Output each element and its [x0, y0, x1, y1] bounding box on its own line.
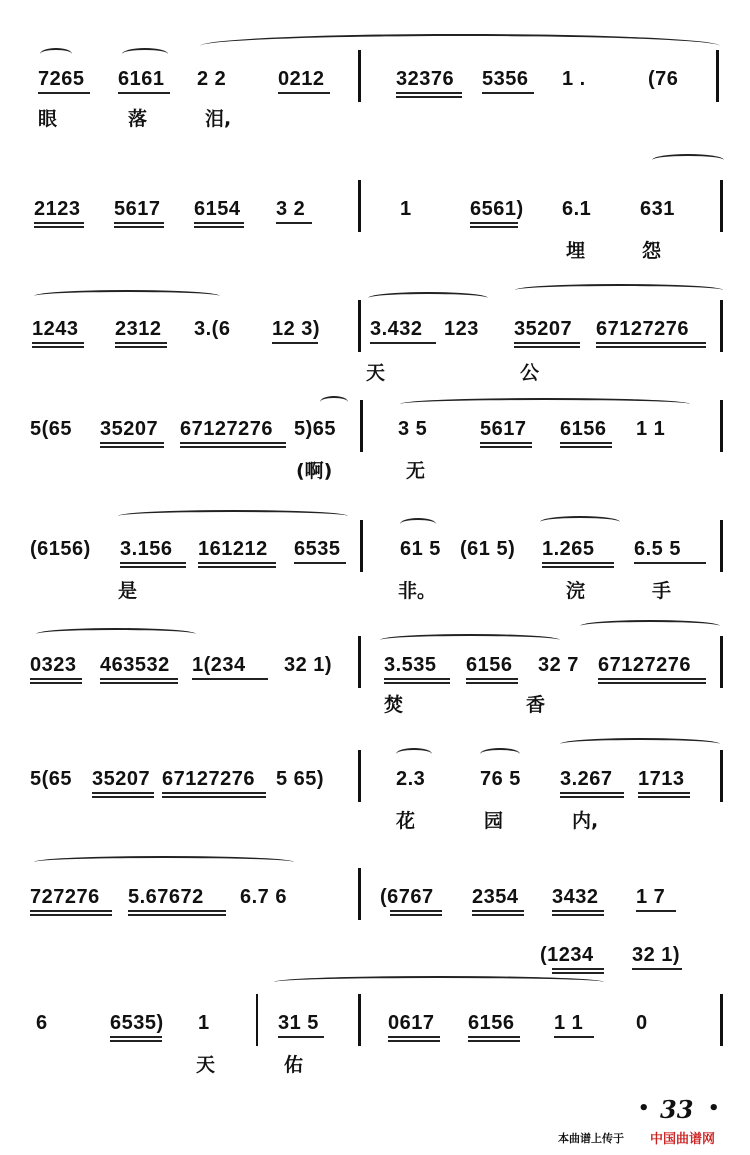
lyric: 是 [118, 580, 138, 602]
slur [400, 518, 436, 530]
note-group: (76 [648, 68, 679, 90]
underline [198, 566, 276, 568]
underline [100, 446, 164, 448]
underline [100, 678, 178, 680]
slur [368, 292, 488, 304]
note-group: 3.535 [384, 654, 437, 676]
underline [100, 442, 164, 444]
slur [122, 48, 168, 60]
note-group: 6156 [560, 418, 607, 440]
slur [34, 290, 220, 302]
note-group: 7265 [38, 68, 85, 90]
bar-line [720, 300, 723, 352]
note-group: 2354 [472, 886, 519, 908]
note-group: 0212 [278, 68, 325, 90]
note-group: 0 [636, 1012, 648, 1034]
underline [468, 1036, 520, 1038]
underline [120, 566, 186, 568]
underline [30, 914, 112, 916]
underline [114, 226, 164, 228]
underline [632, 968, 682, 970]
underline [638, 796, 690, 798]
lyric: 眼 [38, 108, 58, 130]
note-group: 0323 [30, 654, 77, 676]
note-group: 1 [400, 198, 412, 220]
slur [396, 748, 432, 760]
underline [466, 682, 518, 684]
underline [552, 914, 604, 916]
underline [118, 92, 170, 94]
note-group: 3 2 [276, 198, 306, 220]
note-group: 6535 [294, 538, 341, 560]
lyric: 天 [366, 362, 386, 384]
lyric: 园 [484, 810, 504, 832]
bar-line [716, 50, 719, 102]
note-group: 5)65 [294, 418, 337, 440]
underline [598, 678, 706, 680]
underline [388, 1036, 440, 1038]
score-line-1 [0, 68, 750, 168]
note-group: 5(65 [30, 768, 73, 790]
lyric: 香 [526, 694, 546, 716]
slur [320, 396, 348, 408]
lyric: 无 [406, 460, 426, 482]
slur [36, 628, 196, 640]
bar-line [360, 400, 363, 452]
slur [480, 748, 520, 760]
lyric: 手 [652, 580, 672, 602]
slur [118, 510, 348, 522]
underline [514, 342, 580, 344]
upload-note: 本曲谱上传于 [558, 1132, 624, 1145]
note-group: 6156 [468, 1012, 515, 1034]
slur [580, 620, 720, 632]
note-group: 32376 [396, 68, 455, 90]
note-group: 3 5 [398, 418, 428, 440]
underline [114, 222, 164, 224]
decoration-mark: • [638, 1098, 650, 1119]
underline [552, 968, 604, 970]
underline [110, 1036, 162, 1038]
note-group: 6.7 6 [240, 886, 287, 908]
bar-line [358, 750, 361, 802]
note-group: 631 [640, 198, 675, 220]
note-group: 32 1) [284, 654, 333, 676]
note-group: (1234 [540, 944, 594, 966]
note-group: 2123 [34, 198, 81, 220]
slur [560, 738, 720, 750]
note-group: 6154 [194, 198, 241, 220]
note-group: 67127276 [598, 654, 691, 676]
underline [384, 678, 450, 680]
underline [30, 910, 112, 912]
underline [634, 562, 706, 564]
underline [560, 442, 612, 444]
note-group: 6535) [110, 1012, 164, 1034]
underline [396, 96, 462, 98]
lyric: 怨 [642, 240, 662, 262]
underline [542, 562, 614, 564]
lyric: (啊) [296, 460, 333, 482]
note-group: 67127276 [180, 418, 273, 440]
note-group: 3432 [552, 886, 599, 908]
bar-line [358, 994, 361, 1046]
underline [472, 914, 524, 916]
underline [390, 910, 442, 912]
underline [396, 92, 462, 94]
underline [636, 910, 676, 912]
lyric: 内, [572, 810, 599, 832]
score-line-9 [0, 1012, 750, 1112]
slur [34, 856, 294, 868]
note-group: 2 2 [197, 68, 227, 90]
decoration-mark: • [708, 1098, 720, 1119]
score-line-7 [0, 768, 750, 868]
underline [128, 914, 226, 916]
note-group: 35207 [100, 418, 159, 440]
underline [370, 342, 436, 344]
note-group: 727276 [30, 886, 100, 908]
underline [472, 910, 524, 912]
note-group: 5.67672 [128, 886, 204, 908]
note-group: 32 7 [538, 654, 579, 676]
note-group: 32 1) [632, 944, 681, 966]
bar-line [360, 520, 363, 572]
underline [278, 1036, 324, 1038]
underline [542, 566, 614, 568]
underline [552, 972, 604, 974]
note-group: 5617 [114, 198, 161, 220]
underline [34, 222, 84, 224]
underline [100, 682, 178, 684]
slur [274, 976, 604, 988]
underline [468, 1040, 520, 1042]
note-group: 5356 [482, 68, 529, 90]
bar-line [720, 994, 723, 1046]
underline [92, 792, 154, 794]
score-line-8 [0, 886, 750, 986]
lyric: 埋 [566, 240, 586, 262]
note-group: 2312 [115, 318, 162, 340]
note-group: 67127276 [596, 318, 689, 340]
note-group: 1 [198, 1012, 210, 1034]
underline [180, 442, 286, 444]
lyric: 非。 [398, 580, 437, 602]
note-group: 6.5 5 [634, 538, 681, 560]
underline [560, 796, 624, 798]
note-group: 2.3 [396, 768, 426, 790]
bar-line [358, 868, 361, 920]
underline [388, 1040, 440, 1042]
slur [400, 398, 690, 410]
note-group: 1 7 [636, 886, 666, 908]
note-group: 6.1 [562, 198, 592, 220]
note-group: 6161 [118, 68, 165, 90]
lyric: 落 [128, 108, 148, 130]
note-group: 5(65 [30, 418, 73, 440]
underline [272, 342, 318, 344]
note-group: 123 [444, 318, 479, 340]
bar-line [720, 180, 723, 232]
underline [32, 346, 84, 348]
underline [120, 562, 186, 564]
underline [480, 442, 532, 444]
note-group: 1(234 [192, 654, 246, 676]
underline [554, 1036, 594, 1038]
site-logo: 中国曲谱网 [650, 1132, 716, 1147]
note-group: 161212 [198, 538, 268, 560]
lyric: 泪, [205, 108, 232, 130]
underline [276, 222, 312, 224]
underline [194, 226, 244, 228]
lyric: 浣 [566, 580, 586, 602]
underline [294, 562, 346, 564]
underline [482, 92, 534, 94]
slur [540, 516, 620, 528]
underline [198, 562, 276, 564]
note-group: 31 5 [278, 1012, 319, 1034]
lyric: 花 [396, 810, 416, 832]
underline [115, 346, 167, 348]
underline [480, 446, 532, 448]
note-group: 67127276 [162, 768, 255, 790]
underline [32, 342, 84, 344]
underline [162, 792, 266, 794]
slur [380, 634, 560, 646]
underline [390, 914, 442, 916]
underline [110, 1040, 162, 1042]
underline [162, 796, 266, 798]
underline [598, 682, 706, 684]
underline [470, 222, 518, 224]
underline [115, 342, 167, 344]
underline [194, 222, 244, 224]
bar-line [720, 400, 723, 452]
underline [180, 446, 286, 448]
note-group: (61 5) [460, 538, 516, 560]
underline [466, 678, 518, 680]
note-group: (6767 [380, 886, 434, 908]
note-group: 35207 [514, 318, 573, 340]
note-group: 1 1 [636, 418, 666, 440]
slur [40, 48, 72, 60]
underline [596, 346, 706, 348]
note-group: 12 3) [272, 318, 321, 340]
note-group: 0617 [388, 1012, 435, 1034]
underline [30, 682, 82, 684]
note-group: 61 5 [400, 538, 441, 560]
note-group: 6156 [466, 654, 513, 676]
underline [596, 342, 706, 344]
underline [470, 226, 518, 228]
underline [192, 678, 268, 680]
underline [34, 226, 84, 228]
lyric: 天 [196, 1054, 216, 1076]
note-group: 1 . [562, 68, 586, 90]
underline [384, 682, 450, 684]
lyric: 公 [520, 362, 540, 384]
slur [515, 284, 723, 296]
note-group: 3.(6 [194, 318, 231, 340]
underline [560, 792, 624, 794]
score-line-2 [0, 198, 750, 298]
score-line-4 [0, 418, 750, 518]
note-group: 6561) [470, 198, 524, 220]
page-number: 33 [660, 1095, 694, 1124]
note-group: 3.432 [370, 318, 423, 340]
note-group: 1 1 [554, 1012, 584, 1034]
note-group: 5617 [480, 418, 527, 440]
note-group: 1.265 [542, 538, 595, 560]
bar-line [358, 636, 361, 688]
note-group: 5 65) [276, 768, 325, 790]
bar-line [358, 180, 361, 232]
note-group: 463532 [100, 654, 170, 676]
underline [30, 678, 82, 680]
underline [560, 446, 612, 448]
lyric: 焚 [384, 694, 404, 716]
slur [200, 34, 720, 46]
bar-line [358, 300, 361, 352]
note-group: 1243 [32, 318, 79, 340]
underline [514, 346, 580, 348]
bar-line [720, 636, 723, 688]
note-group: 35207 [92, 768, 151, 790]
note-group: (6156) [30, 538, 91, 560]
underline [128, 910, 226, 912]
slur [652, 154, 724, 166]
lyric: 佑 [284, 1054, 304, 1076]
underline [38, 92, 90, 94]
underline [92, 796, 154, 798]
underline [278, 92, 330, 94]
bar-line [256, 994, 258, 1046]
underline [552, 910, 604, 912]
bar-line [720, 750, 723, 802]
note-group: 3.156 [120, 538, 173, 560]
note-group: 1713 [638, 768, 685, 790]
underline [638, 792, 690, 794]
note-group: 76 5 [480, 768, 521, 790]
bar-line [720, 520, 723, 572]
note-group: 6 [36, 1012, 48, 1034]
note-group: 3.267 [560, 768, 613, 790]
bar-line [358, 50, 361, 102]
